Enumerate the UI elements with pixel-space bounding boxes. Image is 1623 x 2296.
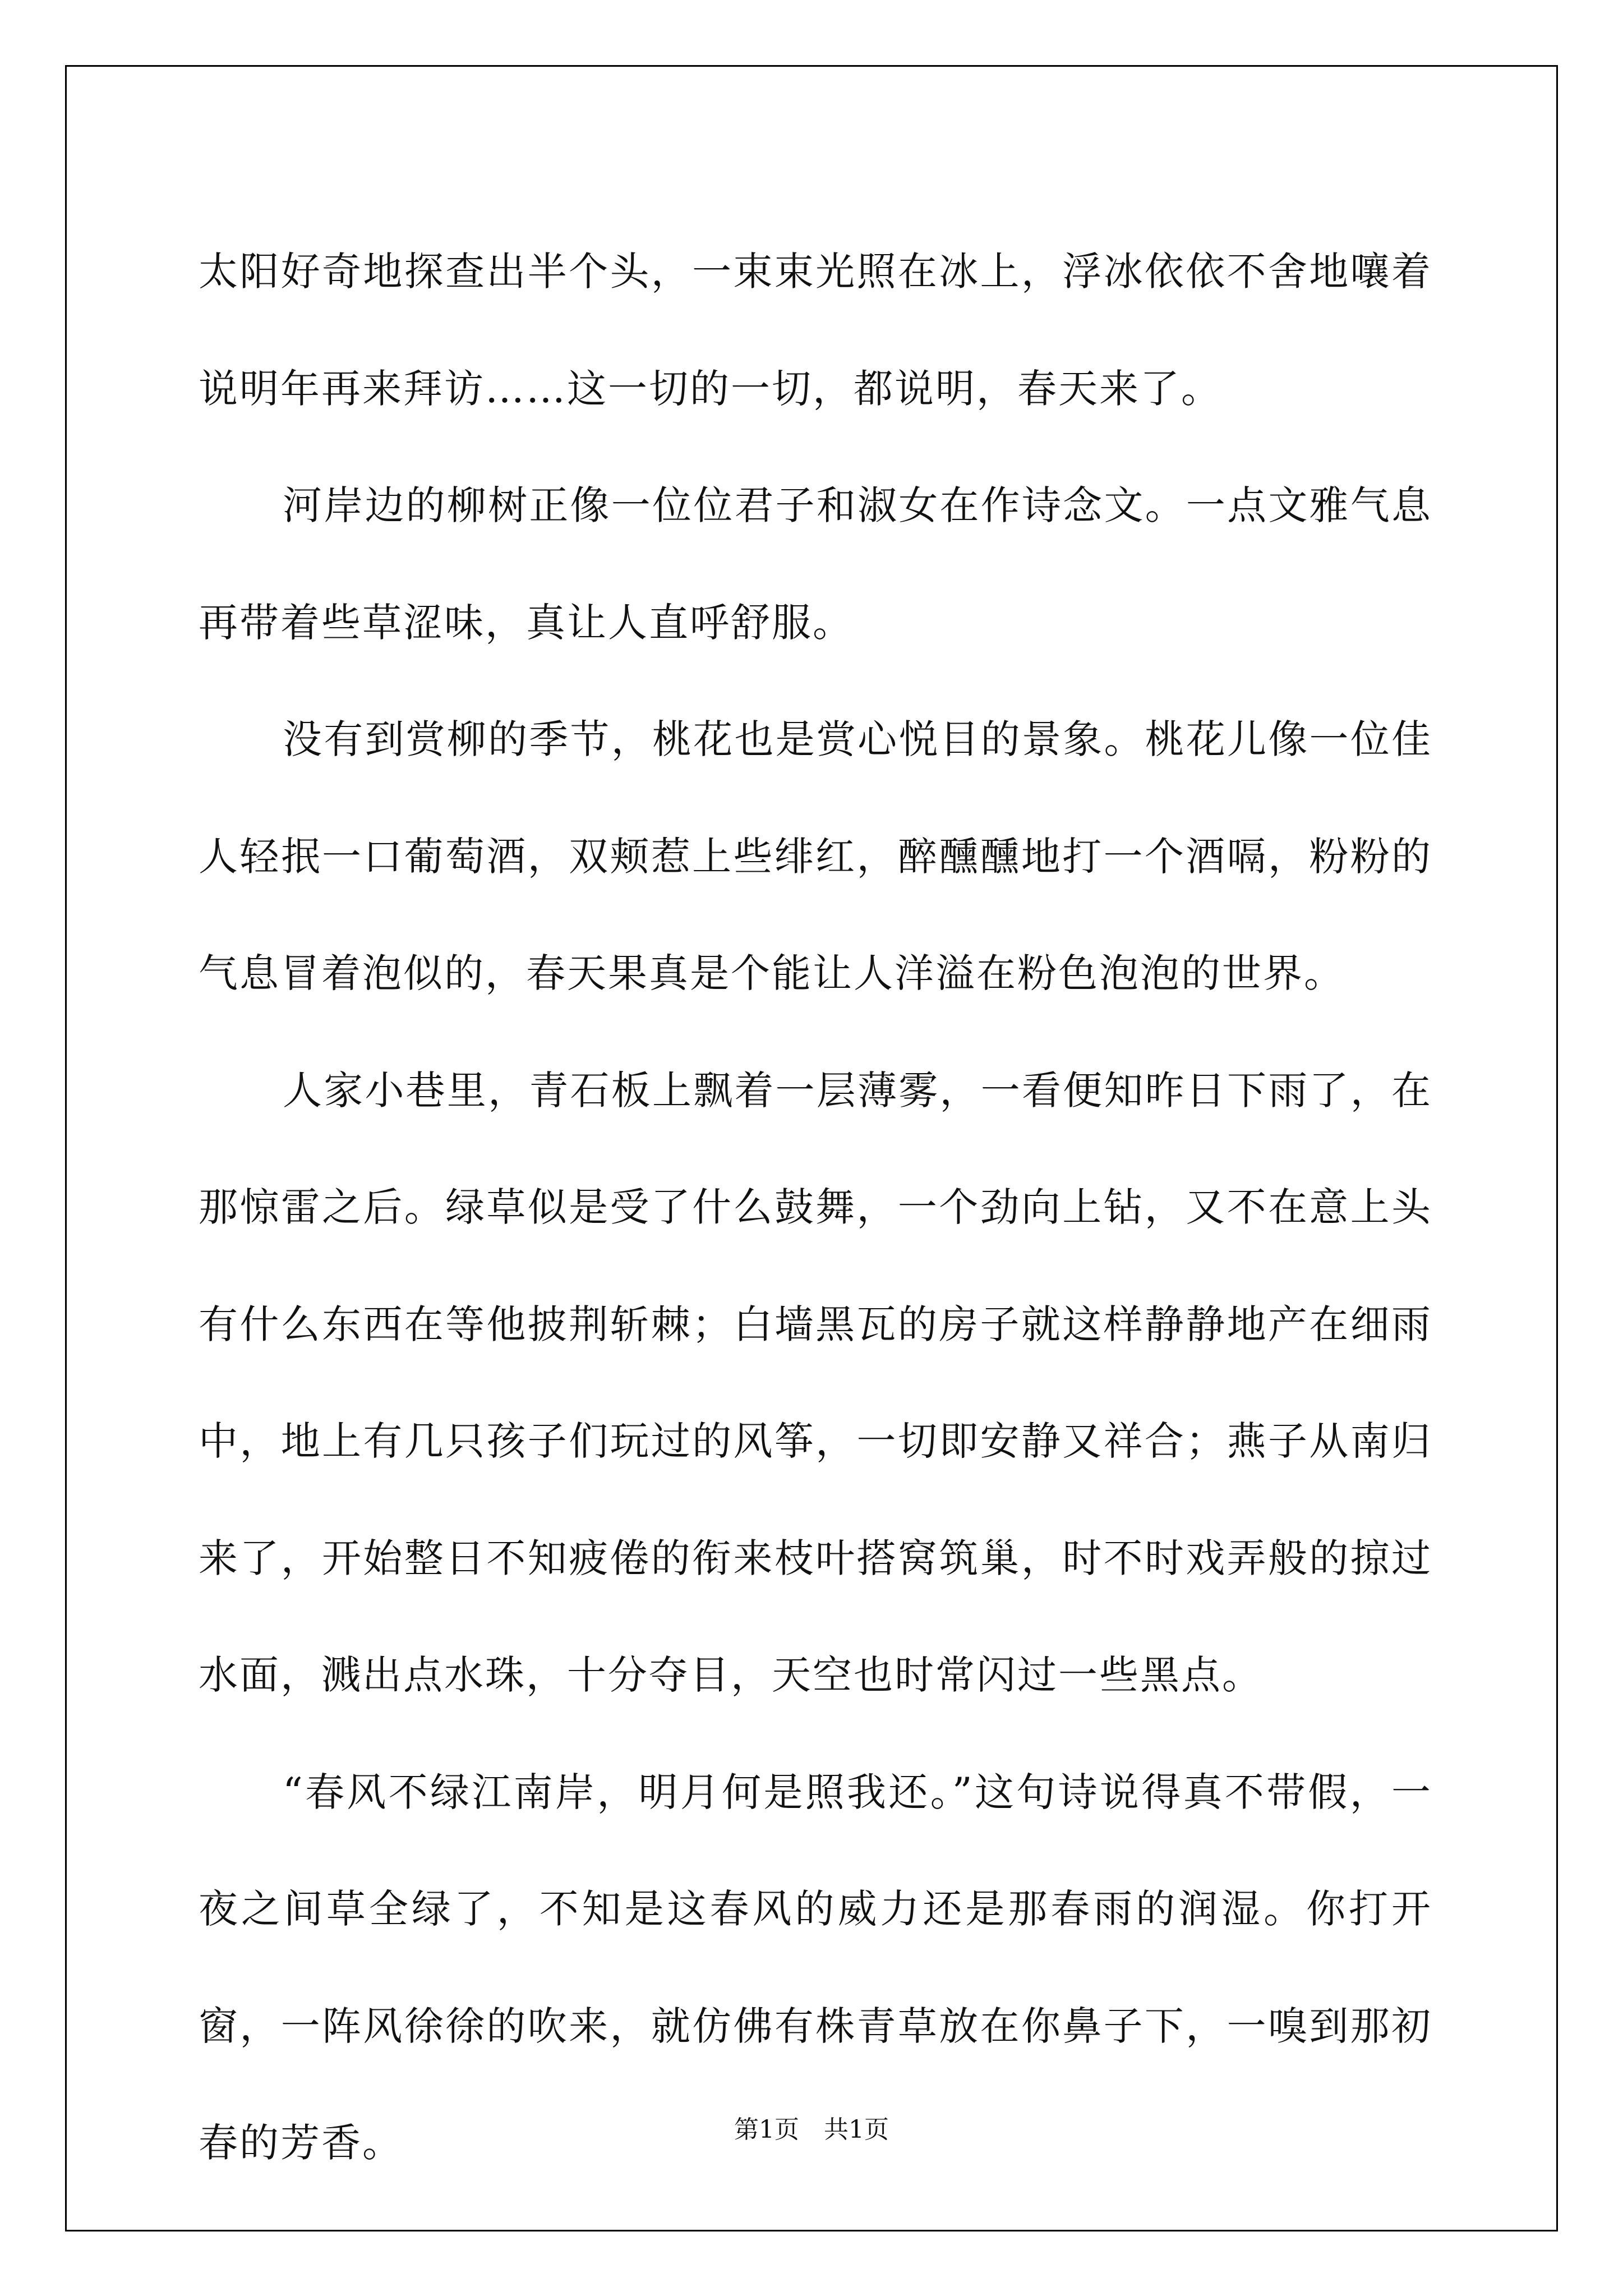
document-body (199, 213, 1432, 2202)
paragraph-2: 河岸边的柳树正像一位位君子和淑女在作诗念文。一点文雅气息再带着些草涩味，真让人直呼舒服。 (199, 482, 1432, 646)
page-number-footer: 第1页 共1页 (734, 2115, 889, 2144)
paragraph-4: 人家小巷里，青石板上飘着一层薄雾，一看便知昨日下雨了，在那惊雷之后。绿草似是受了什么鼓舞，一个劲向上钻，又不在意上头有什么东西在等他披荆斩棘；白墙黑瓦的房子就这样静静地产在细雨中，地上有几只孩子们玩过的风筝，一切即安静又祥合；燕子从南归来了，开始整日不知疲倦的衔来枝叶搭窝筑巢，时不时戏弄般的掠过水面，溅出点水珠，十分夺目，天空也时常闪过一些黑点。 (199, 1067, 1432, 1698)
paragraph-5: “春风不绿江南岸，明月何是照我还。”这句诗说得真不带假，一夜之间草全绿了，不知是这春风的威力还是那春雨的润湿。你打开窗，一阵风徐徐的吹来，就仿佛有株青草放在你鼻子下，一嗅到那初春的芳香。 (199, 1769, 1432, 2166)
paragraph-3: 没有到赏柳的季节，桃花也是赏心悦目的景象。桃花儿像一位佳人轻抿一口葡萄酒，双颊惹上些绯红，醉醺醺地打一个酒嗝，粉粉的气息冒着泡似的，春天果真是个能让人洋溢在粉色泡泡的世界。 (199, 716, 1432, 996)
paragraph-1: 太阳好奇地探查出半个头，一束束光照在冰上，浮冰依依不舍地嚷着说明年再来拜访……这一切的一切，都说明，春天来了。 (199, 249, 1432, 412)
